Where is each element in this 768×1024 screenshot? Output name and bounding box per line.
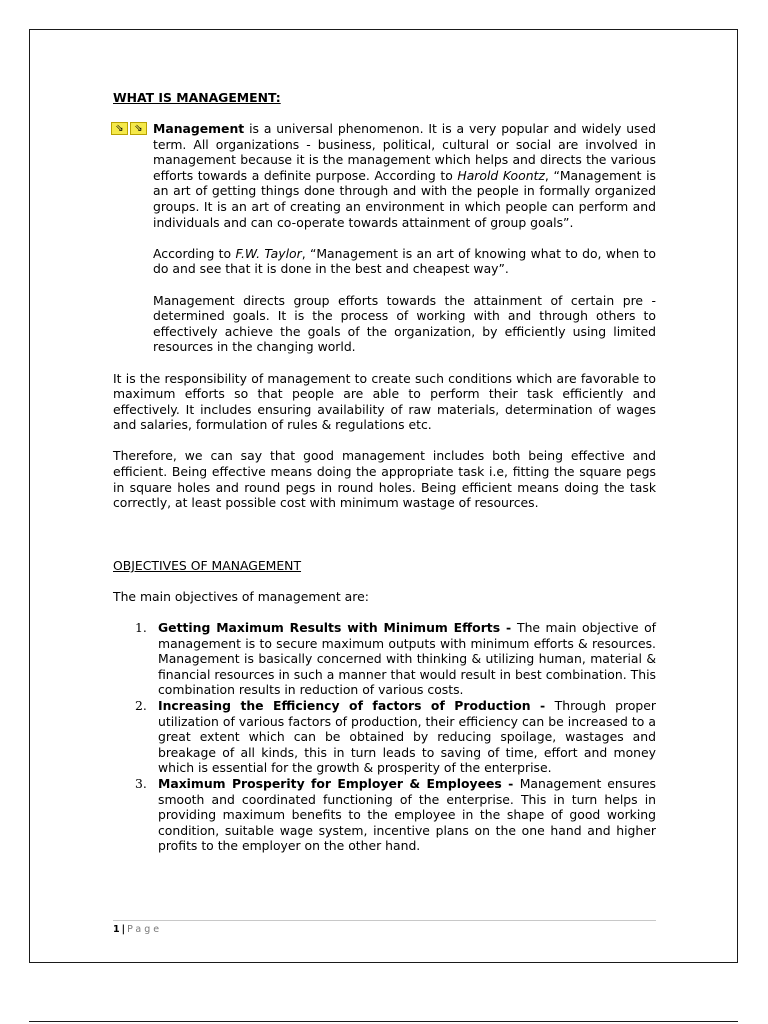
intro-paragraph xyxy=(153,121,656,230)
objective-title: Getting Maximum Results with Minimum Efforts - xyxy=(158,620,517,636)
management-term: Management xyxy=(153,121,245,136)
list-item xyxy=(135,698,657,776)
footer-separator: | xyxy=(121,924,126,935)
intro-text-part1: is a universal phenomenon. It is a very popular and widely used term. All organizations - business, political, cultural or social are involved in management because it is the management which helps and directs the various efforts towards a definite purpose. According to xyxy=(153,121,656,183)
heading-objectives: OBJECTIVES OF MANAGEMENT xyxy=(113,557,302,573)
intro-text-part2: , “Management is an art of getting things done through and with the people in formally organized groups. It is an art of creating an environment in which people can perform and individuals and can co-operate towards attainment of group goals”. xyxy=(153,167,656,230)
heading-what-is-management: WHAT IS MANAGEMENT: xyxy=(113,90,281,105)
taylor-prefix: According to xyxy=(153,245,236,261)
list-number: 2. xyxy=(135,698,147,713)
arrow-icon: ⇘ xyxy=(130,122,147,135)
objectives-list xyxy=(113,620,656,854)
objectives-intro: The main objectives of management are: xyxy=(113,588,369,604)
objective-text: The main objective of management is to secure maximum outputs with minimum efforts & resources. Management is basically concerned with thinking & utilizing human, material & financial resources in such a manner that would result in best combination. This combination results in reduction of various costs. xyxy=(158,620,657,698)
arrow-icon: ⇘ xyxy=(111,122,128,135)
list-item xyxy=(135,775,656,854)
list-number: 3. xyxy=(135,775,147,791)
intro-section xyxy=(115,121,656,355)
page-footer xyxy=(113,920,656,936)
next-page-edge xyxy=(29,1021,738,1022)
taylor-quote: , “Management is an art of knowing what to do, when to do and see that it is done in the best and cheapest way”. xyxy=(153,245,656,277)
author-koontz: Harold Koontz xyxy=(457,167,545,183)
arrow-bullet-icon xyxy=(111,122,149,135)
page-label: Page xyxy=(127,924,163,935)
author-taylor: F.W. Taylor xyxy=(235,245,302,261)
list-item xyxy=(135,620,657,698)
therefore-paragraph: Therefore, we can say that good management includes both being effective and efficient. Being effective means doing the appropriate task i.e, fitting the square pegs in square holes and round pegs in round holes. Being efficient means doing the task correctly, at least possible cost with minimum wastage of resources. xyxy=(113,448,656,511)
page-number: 1 xyxy=(113,924,120,935)
taylor-paragraph xyxy=(153,246,656,277)
responsibility-paragraph: It is the responsibility of management to create such conditions which are favorable to maximum efforts so that people are able to perform their task efficiently and effectively. It includes ensuring availability of raw materials, determination of wages and salaries, formulation of rules & regulations etc. xyxy=(113,370,656,433)
objective-text: Management ensures smooth and coordinated functioning of the enterprise. This in turn helps in providing maximum benefits to the employee in the shape of good working condition, suitable wage system, incentive plans on the one hand and higher profits to the employer on the other hand. xyxy=(158,775,656,854)
document-page xyxy=(29,29,738,963)
list-number: 1. xyxy=(135,620,147,636)
directs-paragraph: Management directs group efforts towards the attainment of certain pre - determined goals. It is the process of working with and through others to effectively achieve the goals of the organization, by efficiently using limited resources in the changing world. xyxy=(153,292,656,355)
page-content xyxy=(113,90,656,854)
objective-title: Maximum Prosperity for Employer & Employees - xyxy=(158,775,520,791)
objective-title: Increasing the Efficiency of factors of Production - xyxy=(158,698,555,713)
objective-text: Through proper utilization of various factors of production, their efficiency can be increased to a great extent which can be obtained by reducing spoilage, wastages and breakage of all kinds, this in turn leads to saving of time, effort and money which is essential for the growth & prosperity of the enterprise. xyxy=(158,698,657,776)
